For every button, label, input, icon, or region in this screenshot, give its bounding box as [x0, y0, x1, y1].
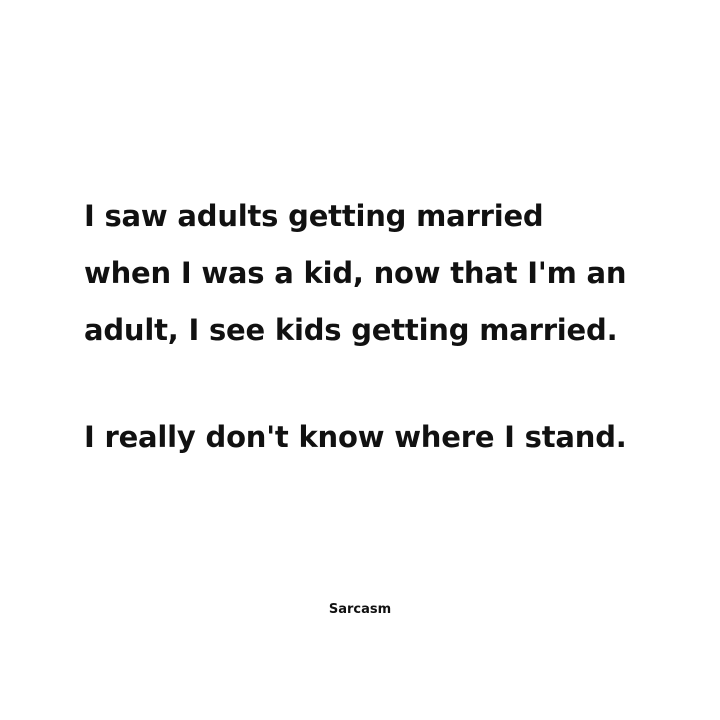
source-credit: Sarcasm	[328, 602, 392, 617]
quote-line-3: adult, I see kids getting married.	[84, 313, 618, 347]
quote-punchline: I really don't know where I stand.	[84, 420, 627, 454]
paragraph-gap	[84, 359, 704, 409]
quote-line-2: when I was a kid, now that I'm an	[84, 256, 627, 290]
quote-text	[84, 188, 704, 466]
quote-line-1: I saw adults getting married	[84, 199, 544, 233]
